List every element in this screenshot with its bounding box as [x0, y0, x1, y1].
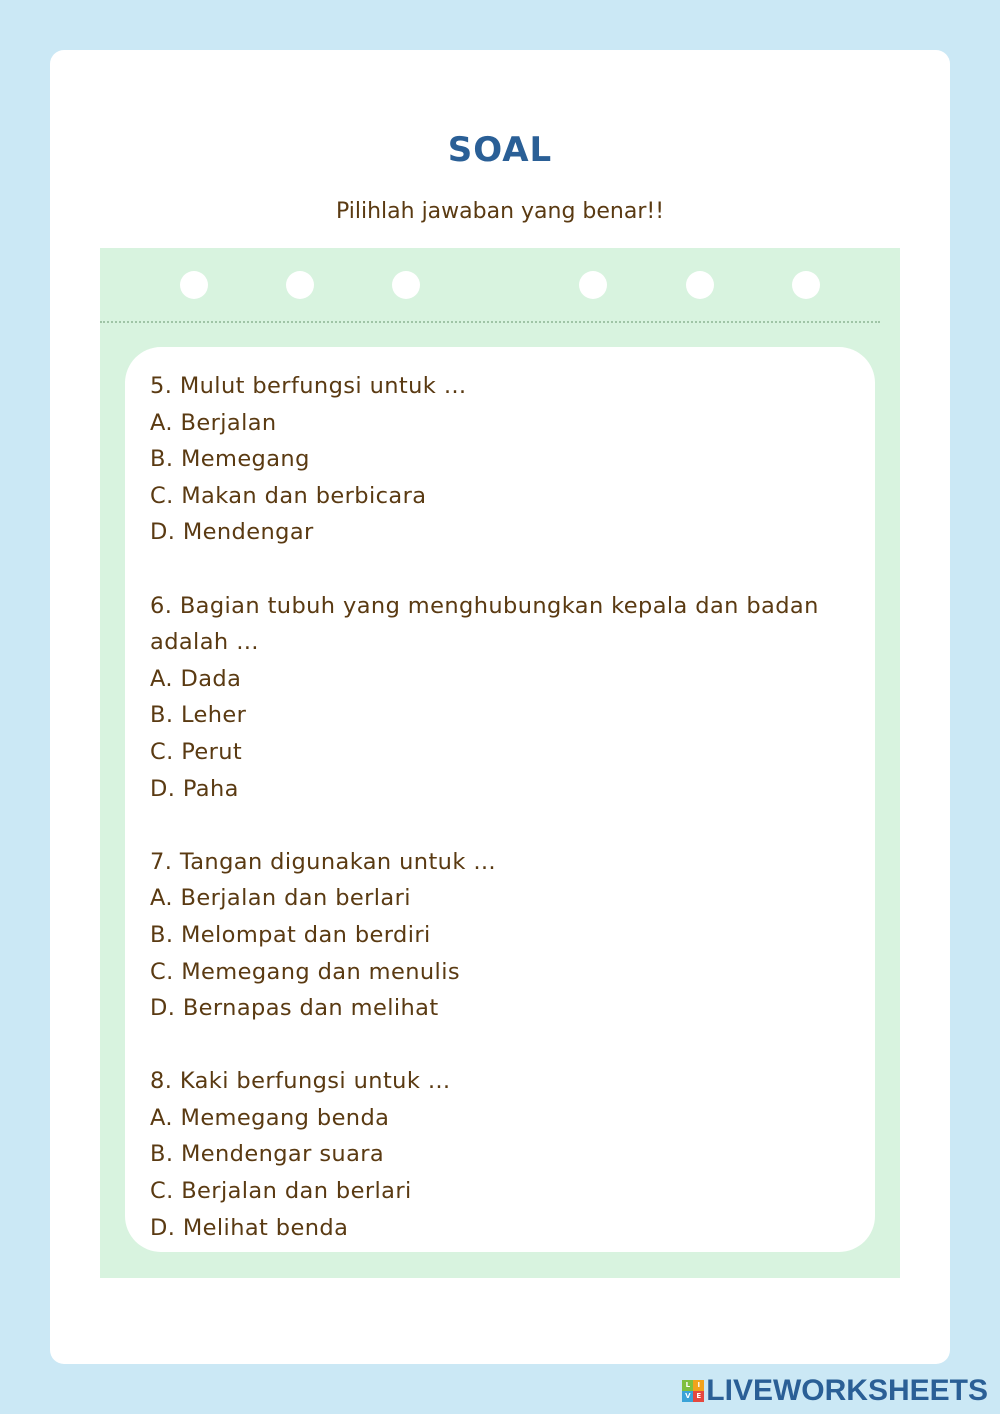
logo-mark-icon: L I V E — [682, 1380, 704, 1402]
question-text: 8. Kaki berfungsi untuk … — [150, 1068, 451, 1095]
answer-option[interactable]: A. Memegang benda — [150, 1104, 390, 1131]
question-block — [150, 368, 850, 551]
logo-text: LIVEWORKSHEETS — [706, 1374, 988, 1407]
answer-option[interactable]: B. Memegang — [150, 446, 310, 473]
perforation-line — [100, 321, 880, 323]
answer-option[interactable]: C. Berjalan dan berlari — [150, 1178, 412, 1205]
answer-option[interactable]: D. Bernapas dan melihat — [150, 995, 439, 1022]
question-text-continued: adalah … — [150, 629, 260, 656]
binder-hole — [579, 271, 607, 299]
answer-option[interactable]: B. Melompat dan berdiri — [150, 921, 431, 948]
answer-option[interactable]: B. Mendengar suara — [150, 1141, 385, 1168]
question-block — [150, 844, 850, 1027]
question-text: 7. Tangan digunakan untuk … — [150, 848, 497, 875]
binder-hole — [686, 271, 714, 299]
answer-option[interactable]: C. Perut — [150, 738, 243, 765]
question-text: 5. Mulut berfungsi untuk … — [150, 373, 467, 399]
answer-option[interactable]: D. Paha — [150, 775, 239, 802]
answer-option[interactable]: A. Berjalan dan berlari — [150, 885, 411, 912]
answer-option[interactable]: D. Mendengar — [150, 519, 314, 546]
answer-option[interactable]: C. Memegang dan menulis — [150, 958, 460, 985]
spacer — [150, 1027, 850, 1064]
answer-option[interactable]: A. Dada — [150, 665, 242, 692]
answer-option[interactable]: C. Makan dan berbicara — [150, 482, 427, 509]
answer-option[interactable]: B. Leher — [150, 702, 247, 729]
liveworksheets-logo[interactable] — [682, 1374, 988, 1408]
answer-option[interactable]: D. Melihat benda — [150, 1214, 349, 1241]
binder-hole — [392, 271, 420, 299]
binder-hole — [792, 271, 820, 299]
instruction-text: Pilihlah jawaban yang benar!! — [335, 199, 665, 224]
spacer — [150, 551, 850, 588]
binder-hole — [286, 271, 314, 299]
answer-option[interactable]: A. Berjalan — [150, 409, 277, 436]
question-list — [150, 368, 850, 1246]
question-text: 6. Bagian tubuh yang menghubungkan kepala dan badan — [150, 592, 819, 619]
question-block — [150, 588, 850, 808]
spacer — [150, 807, 850, 844]
binder-hole — [180, 271, 208, 299]
question-block — [150, 1063, 850, 1246]
page-title: SOAL — [447, 130, 553, 170]
